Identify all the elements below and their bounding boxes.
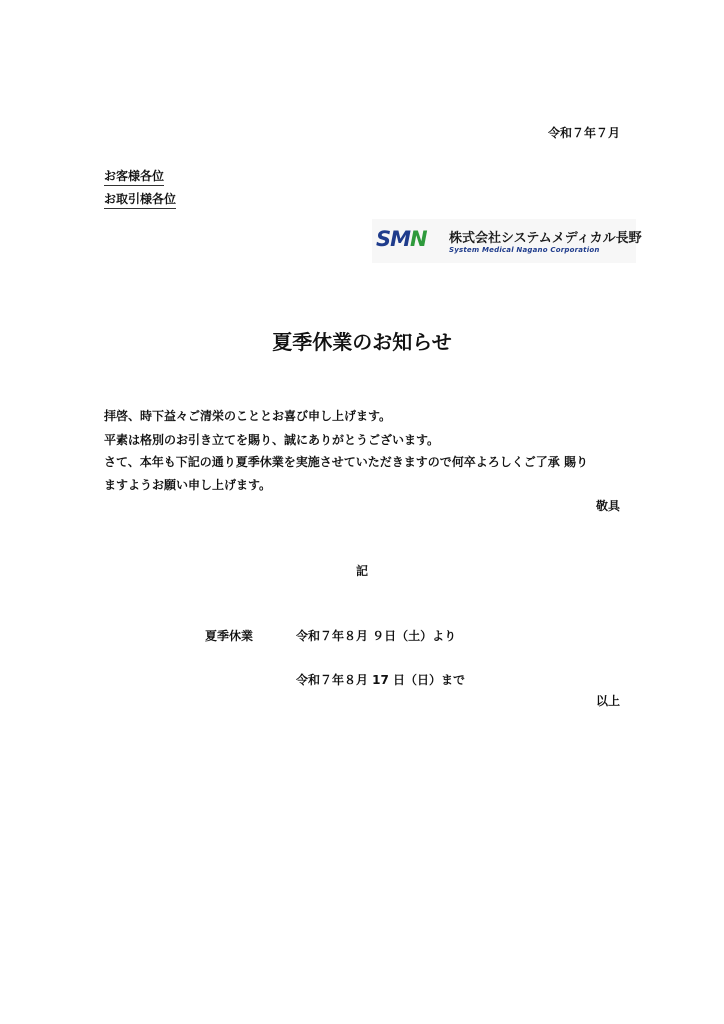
addressee-customers: お客様各位 [104, 167, 164, 186]
end-mark: 以上 [595, 694, 620, 708]
notice-title: 夏季休業のお知らせ [272, 330, 452, 354]
closing-keigu: 敬具 [595, 499, 620, 513]
body-line: 拝啓、時下益々ご清栄のこととお喜び申し上げます。 [104, 409, 392, 423]
holiday-label: 夏季休業 [205, 629, 254, 643]
logo-letter-n: N [410, 227, 427, 251]
holiday-start: 令和７年８月 ９日（土）より [296, 629, 457, 643]
company-logo [372, 219, 642, 263]
body-line: ますようお願い申し上げます。 [104, 478, 272, 492]
logo-letter-m: M [390, 227, 411, 251]
ki-heading: 記 [355, 564, 368, 578]
body-line: 平素は格別のお引き立てを賜り、誠にありがとうございます。 [104, 433, 440, 447]
document-date: 令和７年７月 [547, 126, 620, 140]
company-name-en: System Medical Nagano Corporation [449, 246, 600, 254]
addressee-business-partners: お取引様各位 [104, 190, 176, 209]
company-name-ja: 株式会社システムメディカル長野 [449, 231, 642, 246]
holiday-end: 令和７年８月 17 日（日）まで [296, 673, 466, 687]
body-line: さて、本年も下記の通り夏季休業を実施させていただきますので何卒よろしくご了承 賜り [104, 455, 588, 469]
logo-letter-s: S [376, 227, 391, 251]
logo-mark [376, 227, 427, 251]
